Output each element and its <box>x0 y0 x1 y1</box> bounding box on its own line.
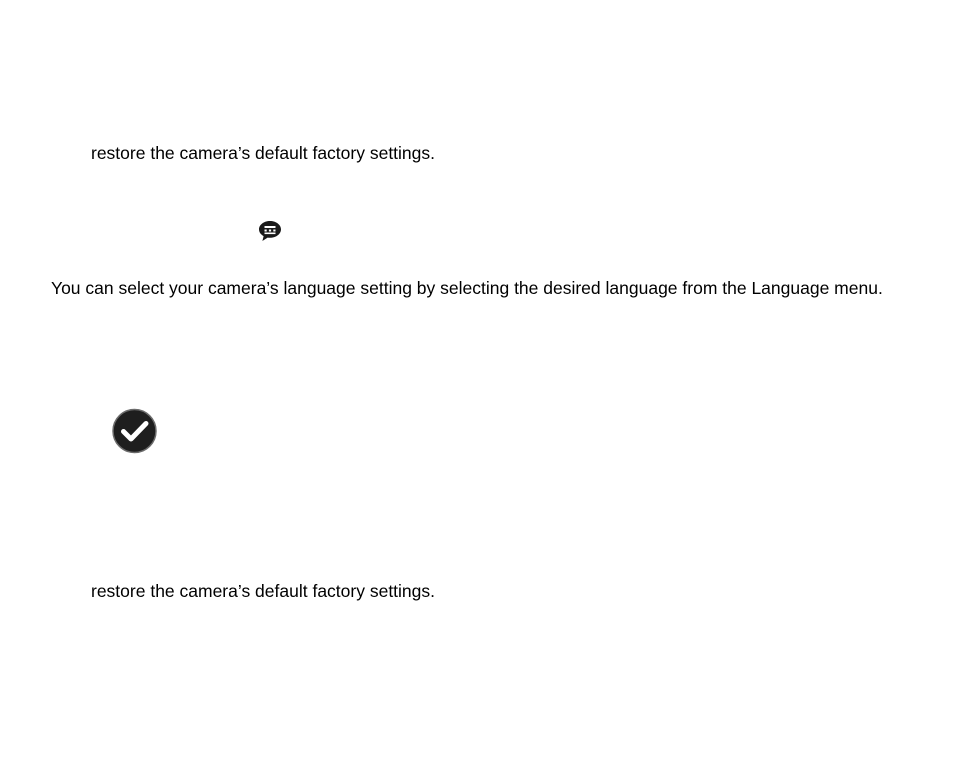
language-speech-bubble-icon <box>257 219 283 243</box>
reset-description-top: restore the camera’s default factory settings. <box>91 143 436 163</box>
reset-description-bottom: restore the camera’s default factory settings. <box>91 581 436 601</box>
check-circle-icon <box>111 408 158 454</box>
language-description: You can select your camera’s language setting by selecting the desired language from the Language menu. <box>51 278 883 298</box>
